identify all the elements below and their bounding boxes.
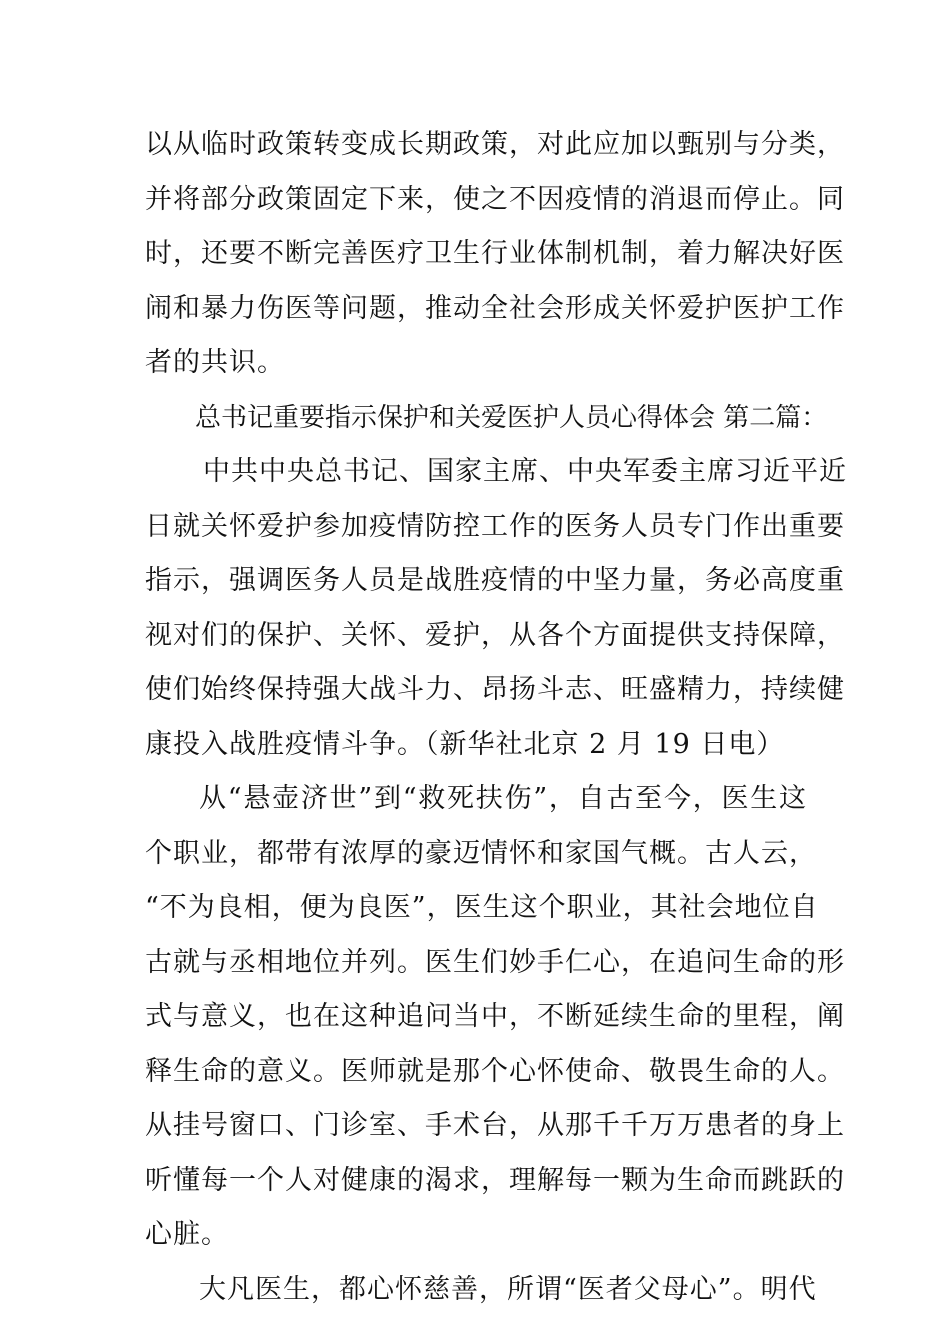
text-line: 大凡医生，都心怀慈善，所谓“医者父母心”。明代	[199, 1273, 817, 1305]
document-body	[145, 118, 847, 1317]
section-heading	[145, 391, 828, 446]
text-line: 从挂号窗口、门诊室、手术台，从那千千万万患者的身上	[145, 1110, 845, 1141]
text-line: 日就关怀爱护参加疫情防控工作的医务人员专门作出重要	[145, 510, 845, 542]
text-line: 指示，强调医务人员是战胜疫情的中坚力量，务必高度重	[145, 565, 845, 596]
heading-line: 总书记重要指示保护和关爱医护人员心得体会 第二篇：	[195, 402, 828, 433]
text-line: 释生命的意义。医师就是那个心怀使命、敬畏生命的人。	[145, 1055, 845, 1087]
text-line: 视对们的保护、关怀、爱护，从各个方面提供支持保障，	[145, 619, 845, 651]
text-line: 以从临时政策转变成长期政策，对此应加以甄别与分类，	[145, 129, 845, 160]
text-line: 个职业，都带有浓厚的豪迈情怀和家国气概。古人云，	[145, 837, 817, 869]
text-line: 从“悬壶济世”到“救死扶伤”，自古至今，医生这	[199, 783, 807, 814]
text-line: 心脏。	[145, 1219, 229, 1250]
text-line: 听懂每一个人对健康的渴求，理解每一颗为生命而跳跃的	[145, 1164, 845, 1196]
text-line: “不为良相，便为良医”，医生这个职业，其社会地位自	[145, 892, 819, 923]
text-line: 使们始终保持强大战斗力、昂扬斗志、旺盛精力，持续健	[145, 674, 845, 705]
paragraph-doctor-profession	[145, 772, 845, 1263]
paragraph-continuation	[145, 118, 845, 391]
paragraph-news	[145, 445, 847, 772]
text-line: 式与意义，也在这种追问当中，不断延续生命的里程，阐	[145, 1001, 845, 1032]
text-line: 并将部分政策固定下来，使之不因疫情的消退而停止。同	[145, 183, 845, 215]
text-line: 时，还要不断完善医疗卫生行业体制机制，着力解决好医	[145, 238, 845, 269]
text-line: 古就与丞相地位并列。医生们妙手仁心，在追问生命的形	[145, 946, 845, 978]
text-line: 者的共识。	[145, 347, 285, 378]
text-line: 中共中央总书记、国家主席、中央军委主席习近平近	[203, 456, 847, 487]
paragraph-doctor-kindness	[145, 1263, 817, 1318]
text-line: 闹和暴力伤医等问题，推动全社会形成关怀爱护医护工作	[145, 292, 845, 324]
text-line: 康投入战胜疫情斗争。（新华社北京 2 月 19 日电）	[145, 728, 785, 760]
